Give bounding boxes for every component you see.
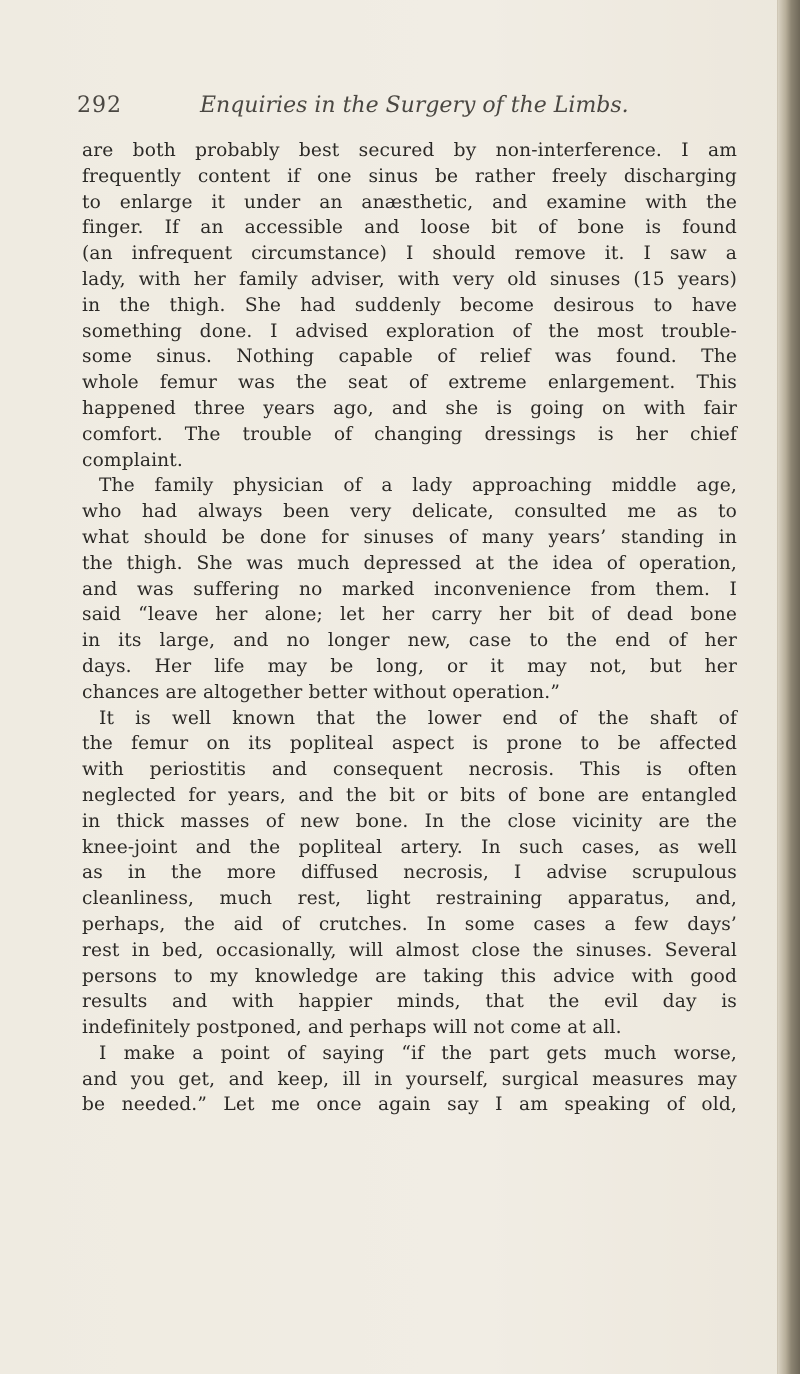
- text-line: with periostitis and consequent necrosis. This is often: [82, 759, 737, 781]
- text-line: days. Her life may be long, or it may not, but her: [82, 655, 737, 677]
- text-line: rest in bed, occasionally, will almost close the sinuses. Several: [82, 939, 737, 961]
- text-line: what should be done for sinuses of many years’ standing in: [82, 526, 737, 548]
- text-line: happened three years ago, and she is going on with fair: [82, 397, 737, 419]
- text-line: something done. I advised exploration of the most trouble-: [82, 320, 737, 342]
- book-binding-edge: [777, 0, 800, 1374]
- text-line: cleanliness, much rest, light restraining apparatus, and,: [82, 888, 737, 910]
- text-line: be needed.” Let me once again say I am speaking of old,: [82, 1094, 737, 1116]
- text-line: said “leave her alone; let her carry her bit of dead bone: [82, 604, 737, 626]
- text-line: some sinus. Nothing capable of relief was found. The: [82, 346, 737, 368]
- text-line: finger. If an accessible and loose bit of bone is found: [82, 217, 737, 239]
- page-number: 292: [77, 93, 122, 118]
- text-line: knee-joint and the popliteal artery. In such cases, as well: [82, 836, 737, 858]
- text-line: chances are altogether better without operation.”: [82, 681, 561, 703]
- body-text: [82, 138, 737, 1118]
- text-line: persons to my knowledge are taking this advice with good: [82, 965, 737, 987]
- text-line: indefinitely postponed, and perhaps will not come at all.: [82, 1017, 622, 1039]
- text-line: lady, with her family adviser, with very old sinuses (15 years): [82, 268, 737, 290]
- text-line: The family physician of a lady approaching middle age,: [99, 475, 737, 497]
- text-line: and was suffering no marked inconvenience from them. I: [82, 578, 737, 600]
- text-line: are both probably best secured by non-interference. I am: [82, 140, 737, 161]
- text-line: perhaps, the aid of crutches. In some cases a few days’: [82, 913, 737, 935]
- text-line: neglected for years, and the bit or bits of bone are entangled: [82, 784, 737, 806]
- text-line: It is well known that the lower end of the shaft of: [99, 707, 737, 729]
- text-line: the thigh. She was much depressed at the idea of operation,: [82, 552, 737, 574]
- text-line: to enlarge it under an anæsthetic, and examine with the: [82, 191, 737, 213]
- text-line: in thick masses of new bone. In the close vicinity are the: [82, 810, 737, 832]
- text-line: results and with happier minds, that the evil day is: [82, 991, 737, 1013]
- running-head: [77, 93, 737, 133]
- text-line: in the thigh. She had suddenly become desirous to have: [82, 294, 737, 316]
- text-line: comfort. The trouble of changing dressings is her chief: [82, 423, 737, 445]
- text-line: I make a point of saying “if the part gets much worse,: [99, 1042, 737, 1064]
- text-line: in its large, and no longer new, case to the end of her: [82, 630, 737, 652]
- text-line: the femur on its popliteal aspect is prone to be affected: [82, 733, 737, 755]
- text-line: complaint.: [82, 449, 183, 471]
- text-line: who had always been very delicate, consulted me as to: [82, 501, 737, 523]
- text-line: whole femur was the seat of extreme enlargement. This: [82, 372, 737, 394]
- text-line: as in the more diffused necrosis, I advise scrupulous: [82, 862, 737, 884]
- text-line: frequently content if one sinus be rather freely discharging: [82, 165, 737, 187]
- text-line: (an infrequent circumstance) I should remove it. I saw a: [82, 243, 737, 265]
- running-head-title: Enquiries in the Surgery of the Limbs.: [200, 93, 629, 118]
- text-line: and you get, and keep, ill in yourself, surgical measures may: [82, 1068, 737, 1090]
